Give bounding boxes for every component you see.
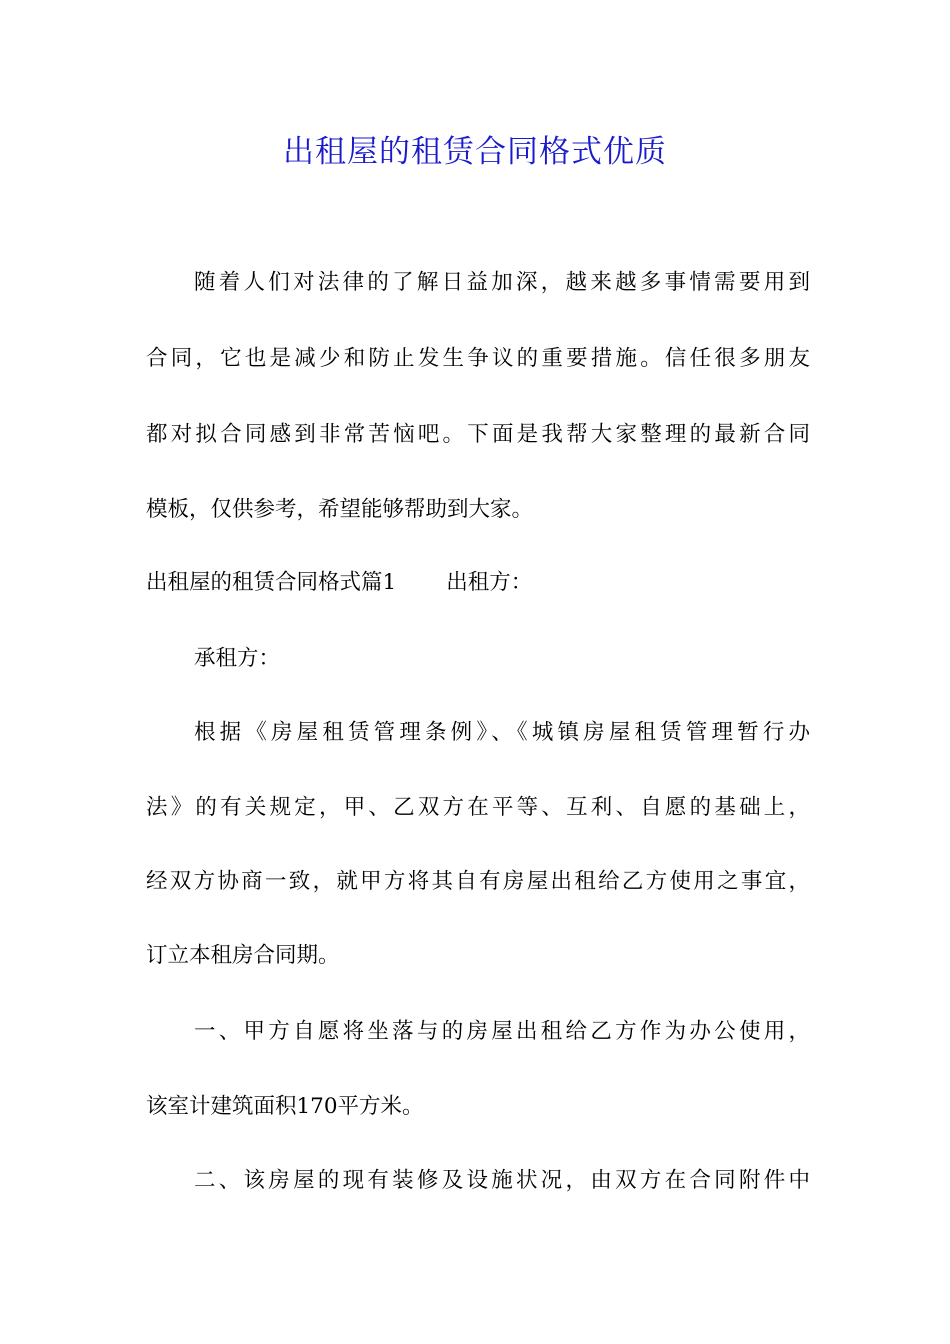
paragraph-line: 二、该房屋的现有装修及设施状况，由双方在合同附件中 [194, 1168, 810, 1193]
document-title: 出租屋的租赁合同格式优质 [283, 134, 667, 170]
lessor-label: 出租方： [446, 570, 533, 595]
paragraph-line: 都对拟合同感到非常苦恼吧。下面是我帮大家整理的最新合同 [146, 422, 810, 447]
paragraph-line: 根据《房屋租赁管理条例》、《城镇房屋租赁管理暂行办 [194, 720, 810, 745]
section-heading: 出租屋的租赁合同格式篇1 [146, 570, 397, 595]
paragraph-line: 合同，它也是减少和防止发生争议的重要措施。信任很多朋友 [146, 346, 810, 371]
paragraph-line: 法》的有关规定，甲、乙双方在平等、互利、自愿的基础上， [146, 795, 810, 820]
paragraph-line: 该室计建筑面积170平方米。 [146, 1094, 424, 1119]
paragraph-line: 经双方协商一致，就甲方将其自有房屋出租给乙方使用之事宜， [146, 869, 810, 894]
paragraph-line: 订立本租房合同期。 [146, 943, 340, 968]
lessee-label: 承租方： [194, 646, 281, 671]
paragraph-line: 一、甲方自愿将坐落与的房屋出租给乙方作为办公使用， [194, 1019, 810, 1044]
section-heading-line [146, 567, 810, 599]
paragraph-line: 随着人们对法律的了解日益加深，越来越多事情需要用到 [194, 270, 810, 295]
paragraph-line: 模板，仅供参考，希望能够帮助到大家。 [146, 497, 534, 522]
